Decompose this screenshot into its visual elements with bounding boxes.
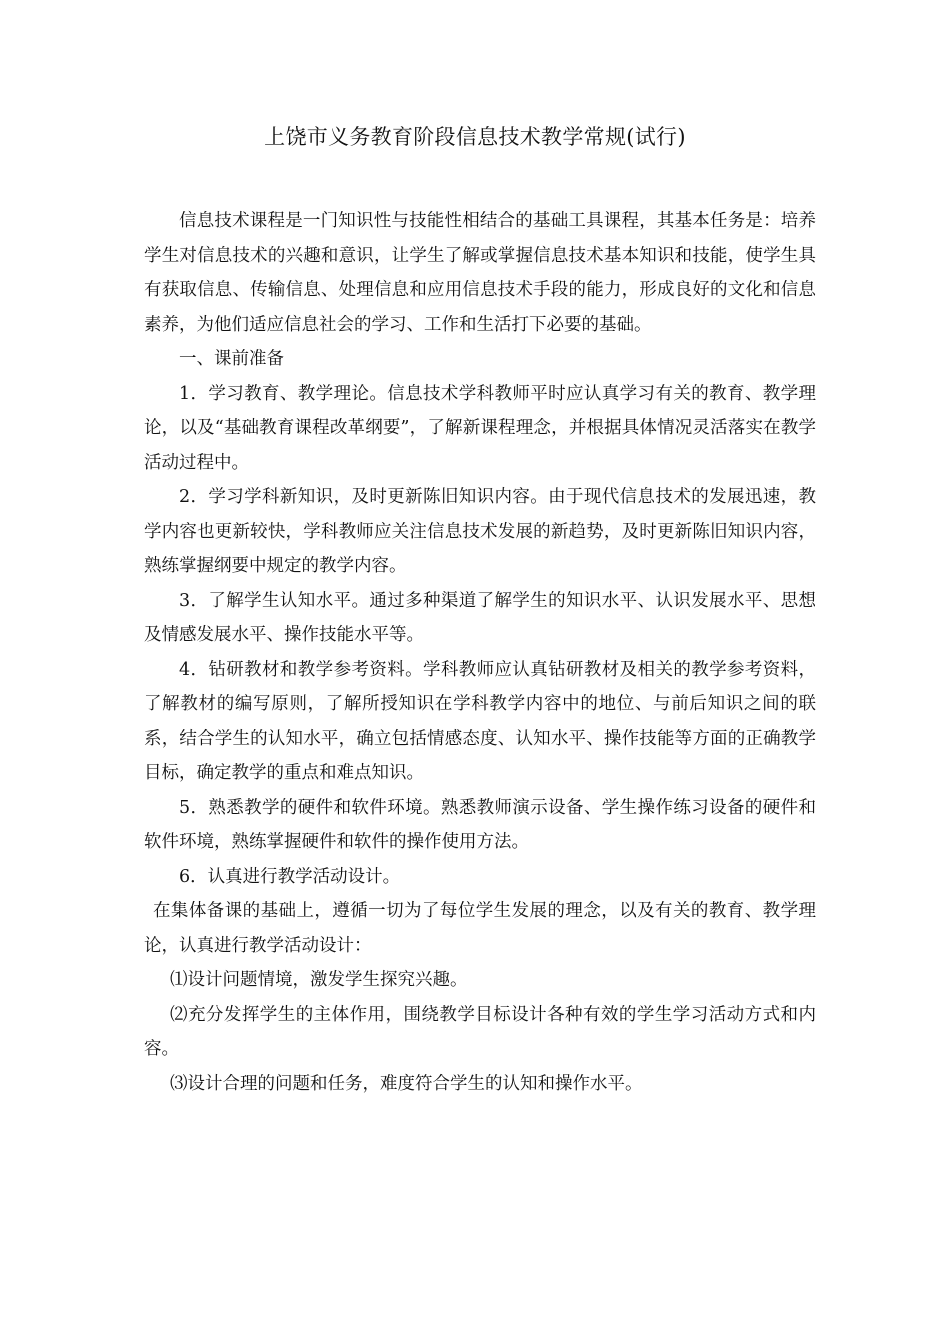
preparation-item-3: 3．了解学生认知水平。通过多种渠道了解学生的知识水平、认识发展水平、思想及情感发展水平、操作技能水平等。 <box>144 590 816 645</box>
design-point-3: ⑶设计合理的问题和任务，难度符合学生的认知和操作水平。 <box>170 1073 643 1094</box>
intro-paragraph: 信息技术课程是一门知识性与技能性相结合的基础工具课程，其基本任务是：培养学生对信息技术的兴趣和意识，让学生了解或掌握信息技术基本知识和技能，使学生具有获取信息、传输信息、处理信息和应用信息技术手段的能力，形成良好的文化和信息素养，为他们适应信息社会的学习、工作和生活打下必要的基础。 <box>144 211 816 335</box>
design-point-2: ⑵充分发挥学生的主体作用，围绕教学目标设计各种有效的学生学习活动方式和内容。 <box>144 1004 816 1059</box>
preparation-item-2: 2．学习学科新知识，及时更新陈旧知识内容。由于现代信息技术的发展迅速，教学内容也更新较快，学科教师应关注信息技术发展的新趋势，及时更新陈旧知识内容，熟练掌握纲要中规定的教学内容。 <box>144 487 816 576</box>
design-intro-paragraph: 在集体备课的基础上，遵循一切为了每位学生发展的理念，以及有关的教育、教学理论，认真进行教学活动设计： <box>144 901 816 956</box>
document-body <box>144 204 816 1101</box>
preparation-item-6: 6．认真进行教学活动设计。 <box>179 866 401 887</box>
preparation-item-5: 5．熟悉教学的硬件和软件环境。熟悉教师演示设备、学生操作练习设备的硬件和软件环境，熟练掌握硬件和软件的操作使用方法。 <box>144 797 816 852</box>
preparation-item-4: 4．钻研教材和教学参考资料。学科教师应认真钻研教材及相关的教学参考资料，了解教材的编写原则，了解所授知识在学科教学内容中的地位、与前后知识之间的联系，结合学生的认知水平，确立包括情感态度、认知水平、操作技能等方面的正确教学目标，确定教学的重点和难点知识。 <box>144 659 816 783</box>
document-title: 上饶市义务教育阶段信息技术教学常规(试行) <box>264 125 686 149</box>
design-point-1: ⑴设计问题情境，激发学生探究兴趣。 <box>170 970 468 990</box>
preparation-item-1: 1．学习教育、教学理论。信息技术学科教师平时应认真学习有关的教育、教学理论，以及“基础教育课程改革纲要”，了解新课程理念，并根据具体情况灵活落实在教学活动过程中。 <box>144 383 816 473</box>
section-heading-preparation: 一、课前准备 <box>179 349 284 369</box>
